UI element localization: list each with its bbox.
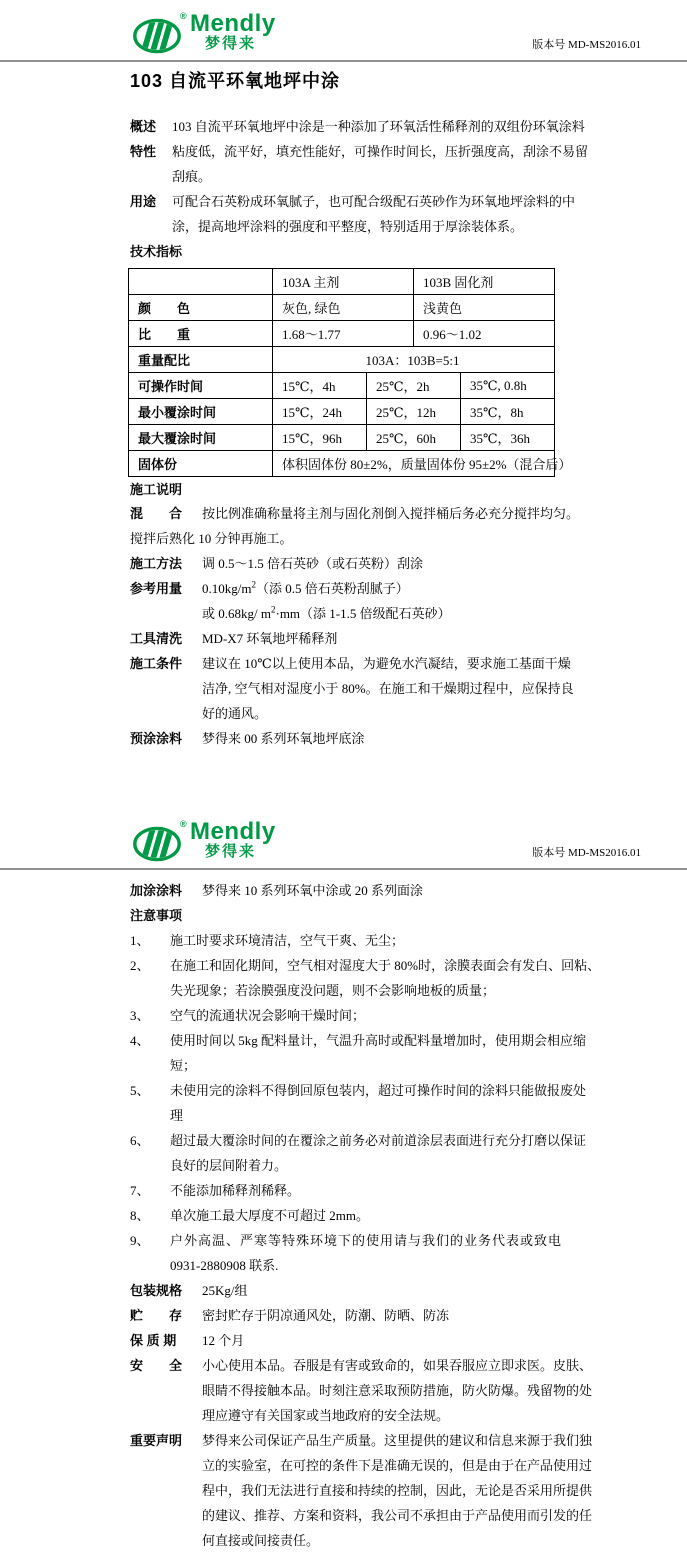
section-text: 25Kg/组 [202,1283,248,1298]
table-cell: 35℃, 0.8h [461,373,555,399]
section-text: 粘度低，流平好，填充性能好，可操作时间长，压折强度高，刮涂不易留 刮痕。 [172,144,589,184]
section-text: 可配合石英粉成环氧腻子，也可配合级配石英砂作为环氧地坪涂料的中 涂，提高地坪涂料的强度和平整度，特别适用于厚涂装体系。 [172,194,576,234]
section-label: 混 合 [130,506,183,521]
page1-header [0,0,687,62]
note-item [130,1028,587,1078]
brand-name-en: Mendly [190,10,276,37]
table-cell: 1.68～1.77 [273,321,414,347]
table-cell: 35℃，8h [461,399,555,425]
note-text: 不能添加稀释剂稀释。 [170,1183,301,1198]
table-row-header [129,269,555,295]
table-row-label: 最小覆涂时间 [129,399,273,425]
notes-heading: 注意事项 [130,908,183,923]
section-packing [130,1278,580,1303]
table-cell: 25℃，12h [367,399,461,425]
section-label: 贮 存 [130,1308,183,1323]
note-text: 在施工和固化期间，空气相对湿度大于 80%时，涂膜表面会有发白、回粘、 失光现象；若涂膜强度没问题，则不会影响地板的质量； [170,958,601,998]
table-row-ratio [129,347,555,373]
table-row-solids [129,451,555,477]
superscript: 2 [251,579,256,590]
section-safety [130,1353,593,1428]
section-label: 工具清洗 [130,631,183,646]
section-label: 施工方法 [130,556,183,571]
table-cell: 35℃，36h [461,425,555,451]
section-label: 预涂涂料 [130,731,183,746]
mendly-emblem-icon [133,13,183,57]
table-row-label: 最大覆涂时间 [129,425,273,451]
table-cell: 25℃，60h [367,425,461,451]
table-cell: 浅黄色 [414,295,555,321]
table-row-max-recoat [129,425,555,451]
table-cell: 15℃，4h [273,373,367,399]
section-text: 密封贮存于阴凉通风处，防潮、防晒、防冻 [202,1308,450,1323]
table-col-103a: 103A 主剂 [273,269,414,295]
mendly-emblem-icon [133,821,183,865]
section-mix [130,501,580,526]
version-label: 版本号 MD-MS2016.01 [532,847,641,859]
note-item [130,1228,580,1278]
page2-header [0,808,687,870]
note-item [130,1003,580,1028]
section-text: 12 个月 [202,1333,245,1348]
table-cell: 25℃，2h [367,373,461,399]
section-text: 小心使用本品。吞服是有害或致命的，如果吞服应立即求医。皮肤、 眼睛不得接触本品。时刻注意采取预防措施，防火防爆。残留物的处 理应遵守有关国家或当地政府的安全法规。 [202,1358,593,1423]
section-features [130,139,589,189]
brand-name-cn: 梦得来 [205,35,257,52]
note-number: 9、 [130,1233,150,1248]
table-col-103b: 103B 固化剂 [414,269,555,295]
section-text: $0.10kg/m^2$（添 0.5 倍石英粉刮腻子） 或 0.68kg/ $m^2\cdot mm$（添 1-1.5 倍级配石英砂） [202,579,451,621]
table-row-label: 可操作时间 [129,373,273,399]
brand-logo [133,11,363,59]
table-row-gravity [129,321,555,347]
page2-content [130,878,601,1553]
note-item [130,1128,587,1178]
section-statement [130,1428,593,1553]
note-number: 3、 [130,1008,150,1023]
note-number: 1、 [130,933,150,948]
table-row-potlife [129,373,555,399]
registered-mark: ® [180,819,187,829]
section-text: 梦得来公司保证产品生产质量。这里提供的建议和信息来源于我们独 立的实验室，在可控的条件下是准确无误的，但是由于在产品使用过 程中，我们无法进行直接和持续的控制，因此，无论是否采用所提供 的建议、推荐、方案和资料，我公司不承担由于产品使用而引发的任 何直接或间接责任。 [202,1433,593,1548]
section-dosage [130,576,580,626]
section-cleaning [130,626,580,651]
section-mix-continued [130,526,580,551]
section-precoat [130,726,580,751]
note-text: 单次施工最大厚度不可超过 2mm。 [170,1208,369,1223]
table-cell: 体积固体份 80±2%，质量固体份 95±2%（混合后） [273,451,555,477]
table-cell: 103A：103B=5:1 [273,347,555,373]
construction-heading: 施工说明 [130,482,183,497]
section-text: 103 自流平环氧地坪中涂是一种添加了环氧活性稀释剂的双组份环氧涂料 [172,119,585,134]
section-label: 概述 [130,119,157,134]
section-usage [130,189,580,239]
note-text: 未使用完的涂料不得倒回原包装内，超过可操作时间的涂料只能做报废处 理 [170,1083,587,1123]
section-label: 特性 [130,144,157,159]
page1-content [130,114,589,751]
brand-wordmark [190,12,276,52]
section-label: 包装规格 [130,1283,183,1298]
note-number: 2、 [130,958,150,973]
section-text: 调 0.5～1.5 倍石英砂（或石英粉）刮涂 [202,556,424,571]
note-number: 8、 [130,1208,150,1223]
note-text: 超过最大覆涂时间的在覆涂之前务必对前道涂层表面进行充分打磨以保证 良好的层间附着力。 [170,1133,587,1173]
section-label: 用途 [130,194,157,209]
note-item [130,1078,587,1128]
brand-wordmark [190,820,276,860]
table-cell: 0.96～1.02 [414,321,555,347]
brand-name-cn: 梦得来 [205,843,257,860]
section-text: 建议在 10℃以上使用本品，为避免水汽凝结，要求施工基面干燥 洁净, 空气相对湿度小于 80%。在施工和干燥期过程中，应保持良 好的通风。 [202,656,574,721]
brand-logo [133,819,363,867]
section-text: 按比例准确称量将主剂与固化剂倒入搅拌桶后务必充分搅拌均匀。 [202,506,580,521]
table-row-label: 颜 色 [129,295,273,321]
section-label: 加涂涂料 [130,883,183,898]
table-row-label: 重量配比 [129,347,273,373]
section-label: 参考用量 [130,581,183,596]
table-row-color [129,295,555,321]
section-overview [130,114,585,139]
table-cell-empty [129,269,273,295]
section-text: 梦得来 10 系列环氧中涂或 20 系列面涂 [202,883,424,898]
note-text: 施工时要求环境清洁，空气干爽、无尘； [170,933,405,948]
section-shelf-life [130,1328,580,1353]
table-row-label: 固体份 [129,451,273,477]
note-number: 4、 [130,1033,150,1048]
table-cell: 15℃，96h [273,425,367,451]
section-topcoat [130,878,580,903]
table-row-label: 比 重 [129,321,273,347]
tech-specs-heading: 技术指标 [130,244,183,259]
section-label: 安 全 [130,1358,183,1373]
section-storage [130,1303,580,1328]
tech-specs-table [128,268,572,477]
section-label: 重要声明 [130,1433,183,1448]
version-label: 版本号 MD-MS2016.01 [532,39,641,51]
section-conditions [130,651,580,726]
table-cell: 灰色, 绿色 [273,295,414,321]
note-text: 户外高温、严寒等特殊环境下的使用请与我们的业务代表或致电 0931-2880908 联系. [170,1233,563,1273]
section-method [130,551,580,576]
section-label: 保 质 期 [130,1333,177,1348]
note-number: 7、 [130,1183,150,1198]
note-text: 空气的流通状况会影响干燥时间； [170,1008,366,1023]
note-item [130,928,580,953]
note-item [130,1203,580,1228]
registered-mark: ® [180,11,187,21]
table-row-min-recoat [129,399,555,425]
note-number: 5、 [130,1083,150,1098]
page-title: 103 自流平环氧地坪中涂 [130,71,341,91]
note-text: 使用时间以 5kg 配料量计，气温升高时或配料量增加时，使用期会相应缩 短； [170,1033,587,1073]
section-label: 施工条件 [130,656,183,671]
note-item [130,953,601,1003]
brand-name-en: Mendly [190,818,276,845]
section-text: MD-X7 环氧地坪稀释剂 [202,631,338,646]
table-cell: 15℃，24h [273,399,367,425]
section-text: 梦得来 00 系列环氧地坪底涂 [202,731,365,746]
superscript: 2 [270,604,276,615]
note-item [130,1178,580,1203]
note-number: 6、 [130,1133,150,1148]
section-text: 搅拌后熟化 10 分钟再施工。 [130,531,293,546]
